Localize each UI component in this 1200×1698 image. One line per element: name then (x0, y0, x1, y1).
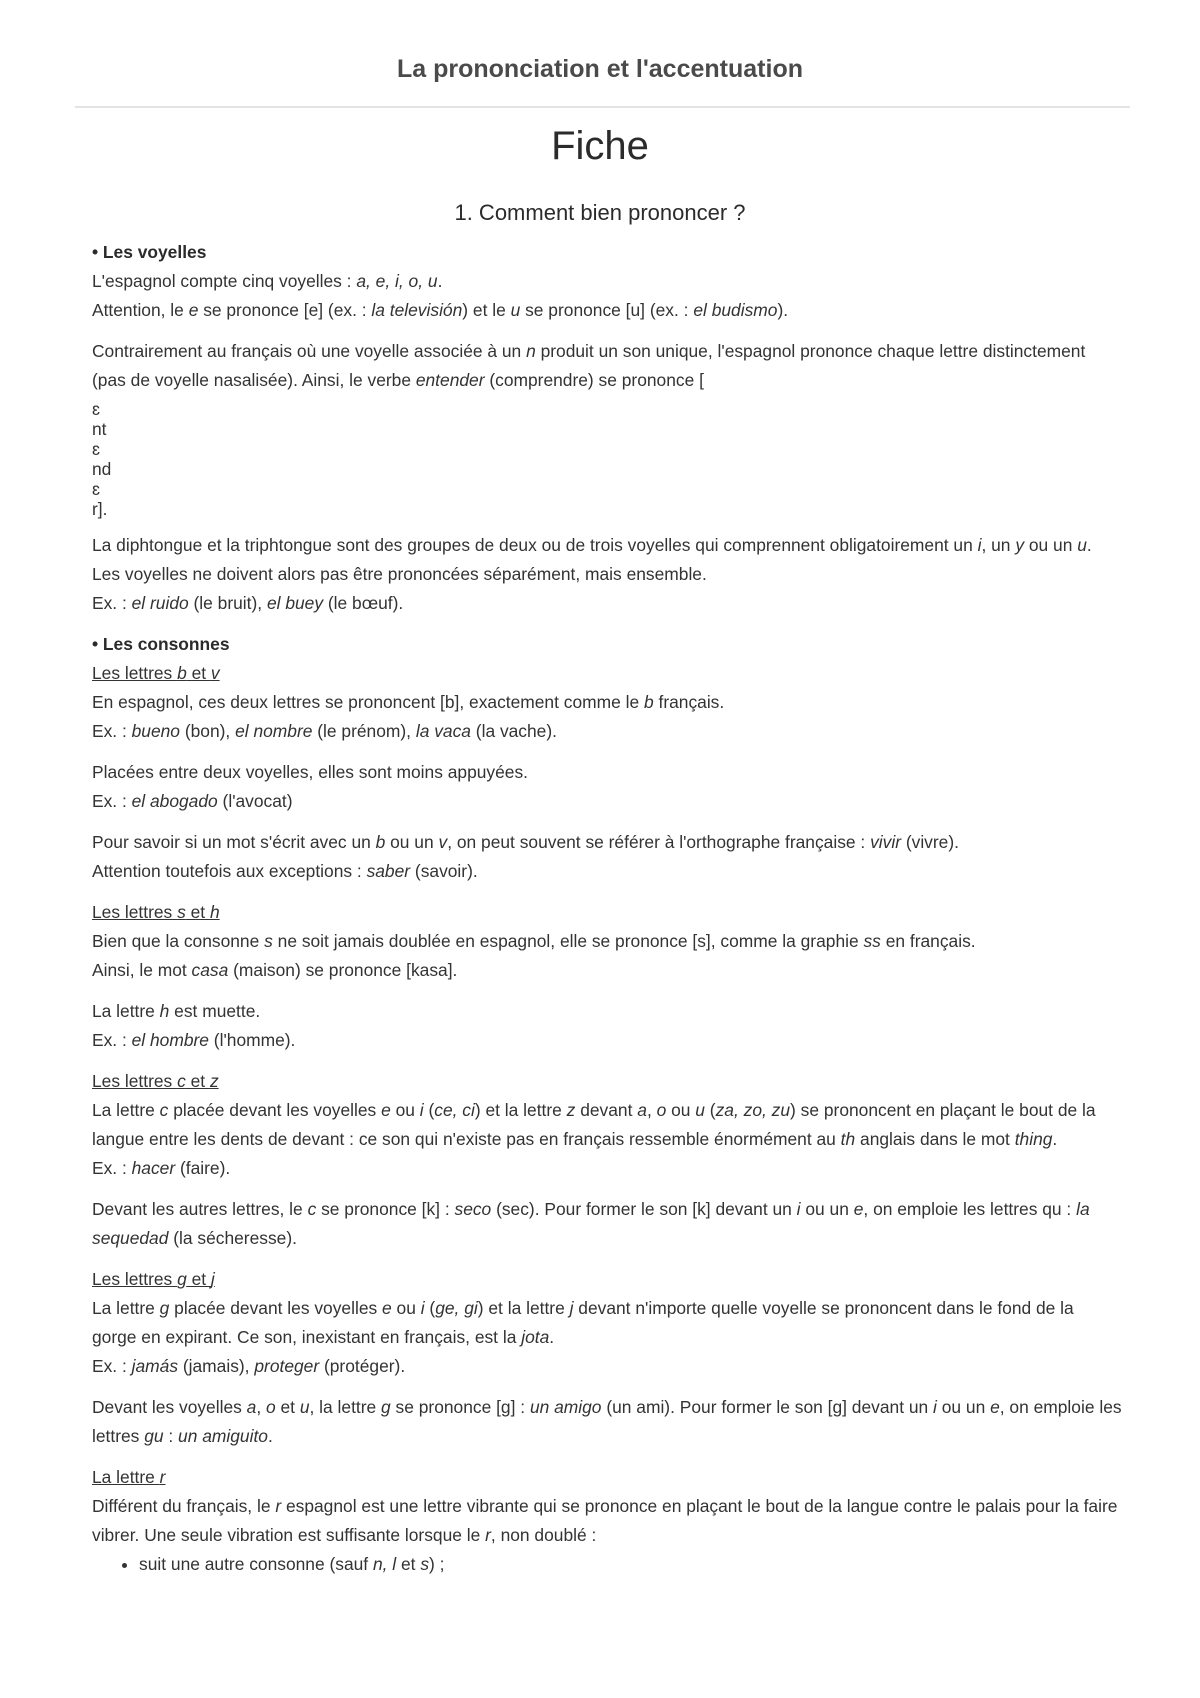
subheading-s-h: Les lettres s et h (92, 902, 220, 922)
cz-paragraph-1: La lettre c placée devant les voyelles e ou i (ce, ci) et la lettre z devant a, o ou u (za, zo, zu) se prononcent en plaçant le bout de la langue entre les dents de devant : ce son qui n'existe pas en français ressemble énormément au th anglais dans le mot thing. Ex. : hacer (faire). (92, 1100, 1096, 1178)
r-paragraph-1: Différent du français, le r espagnol est une lettre vibrante qui se prononce en plaçant le bout de la langue contre le palais pour la faire vibrer. Une seule vibration est suffisante lorsque le r, non doublé : (92, 1496, 1118, 1545)
vowels-heading: • Les voyelles (92, 242, 207, 262)
sh-paragraph-1: Bien que la consonne s ne soit jamais doublée en espagnol, elle se prononce [s], comme la graphie ss en français. Ainsi, le mot casa (maison) se prononce [kasa]. (92, 931, 976, 980)
cz-paragraph-2: Devant les autres lettres, le c se prononce [k] : seco (sec). Pour former le son [k] devant un i ou un e, on emploie les lettres qu : la sequedad (la sécheresse). (92, 1199, 1090, 1248)
ipa-transcription: ɛ nt ɛ nd ɛ r]. (92, 399, 112, 519)
section-heading: 1. Comment bien prononcer ? (454, 200, 746, 225)
list-item: • suit une autre consonne (sauf n, l et s) ; (139, 1550, 1122, 1579)
gj-paragraph-2: Devant les voyelles a, o et u, la lettre g se prononce [g] : un amigo (un ami). Pour former le son [g] devant un i ou un e, on emploie les lettres gu : un amiguito. (92, 1397, 1122, 1446)
document-title: La prononciation et l'accentuation (397, 55, 803, 83)
consonants-heading: • Les consonnes (92, 634, 230, 654)
vowels-paragraph-1: L'espagnol compte cinq voyelles : a, e, i, o, u. (92, 271, 443, 291)
vowels-paragraph-2: Attention, le e se prononce [e] (ex. : la televisión) et le u se prononce [u] (ex. : el budismo). (92, 300, 789, 320)
vowels-paragraph-4: La diphtongue et la triphtongue sont des groupes de deux ou de trois voyelles qui comprennent obligatoirement un i, un y ou un u. Les voyelles ne doivent alors pas être prononcées séparément, mais ensemble. Ex. : el ruido (le bruit), el buey (le bœuf). (92, 535, 1092, 613)
title-divider (75, 106, 1130, 108)
subheading-b-v: Les lettres b et v (92, 663, 220, 683)
vowels-paragraph-3: Contrairement au français où une voyelle associée à un n produit un son unique, l'espagnol prononce chaque lettre distinctement (pas de voyelle nasalisée). Ainsi, le verbe entender (comprendre) se prononce [ ɛ nt ɛ nd ɛ r]. (92, 337, 1122, 519)
document-body (92, 238, 1122, 1579)
subheading-g-j: Les lettres g et j (92, 1269, 215, 1289)
gj-paragraph-1: La lettre g placée devant les voyelles e ou i (ge, gi) et la lettre j devant n'importe quelle voyelle se prononcent dans le fond de la gorge en expirant. Ce son, inexistant en français, est la jota. Ex. : jamás (jamais), proteger (protéger). (92, 1298, 1074, 1376)
bv-paragraph-3: Pour savoir si un mot s'écrit avec un b ou un v, on peut souvent se référer à l'orthographe française : vivir (vivre). Attention toutefois aux exceptions : saber (savoir). (92, 832, 959, 881)
bv-paragraph-2: Placées entre deux voyelles, elles sont moins appuyées. Ex. : el abogado (l'avocat) (92, 762, 528, 811)
subheading-c-z: Les lettres c et z (92, 1071, 219, 1091)
sh-paragraph-2: La lettre h est muette. Ex. : el hombre (l'homme). (92, 1001, 296, 1050)
fiche-heading: Fiche (551, 124, 649, 168)
bv-paragraph-1: En espagnol, ces deux lettres se prononcent [b], exactement comme le b français. Ex. : bueno (bon), el nombre (le prénom), la vaca (la vache). (92, 692, 725, 741)
subheading-r: La lettre r (92, 1467, 166, 1487)
r-rules-list (92, 1550, 1122, 1579)
